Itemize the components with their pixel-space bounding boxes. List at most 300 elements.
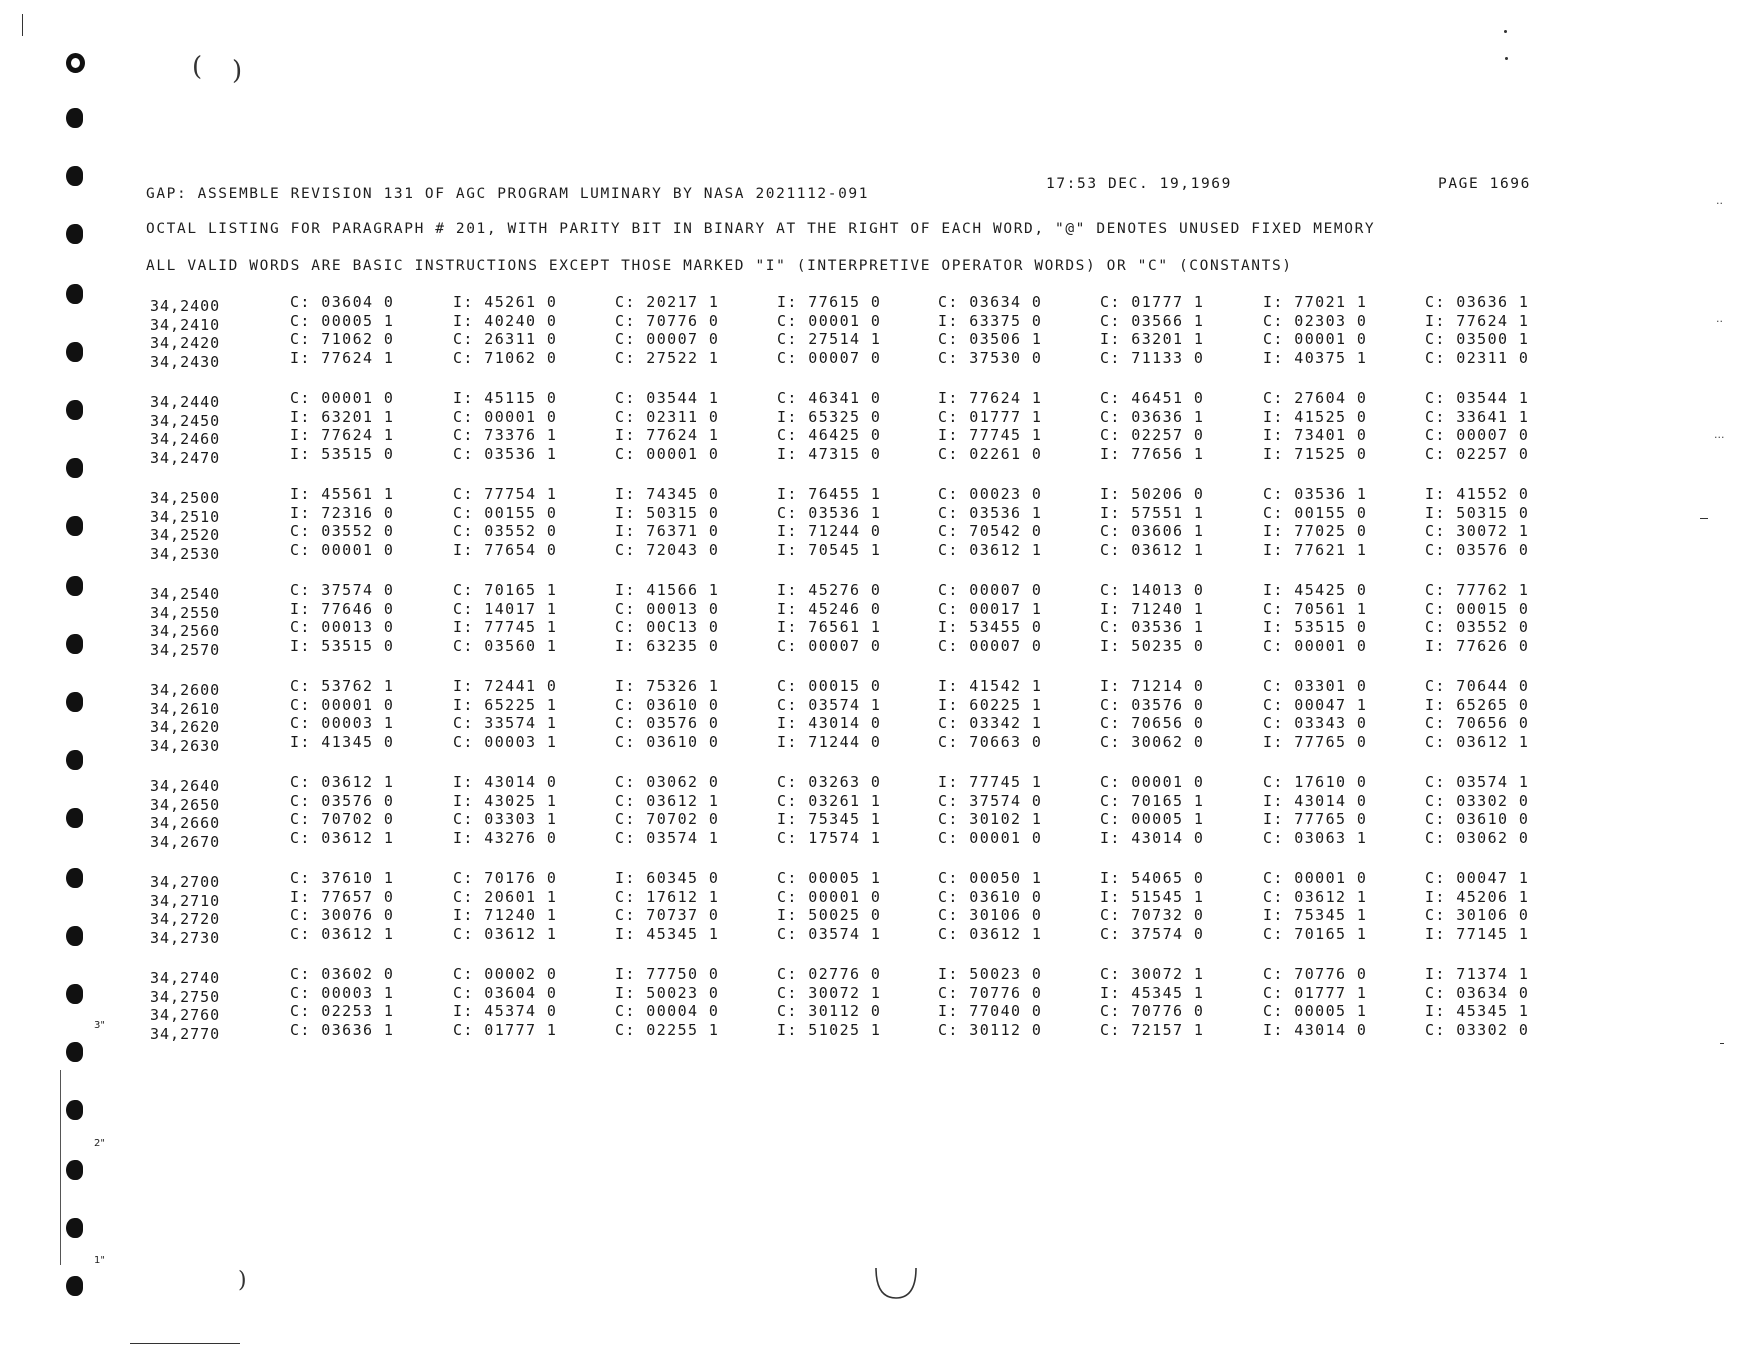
octal-word: I: 41525 0 (1263, 407, 1368, 426)
octal-word: C: 00013 0 (290, 618, 395, 636)
octal-word: C: 71062 0 (290, 330, 395, 348)
listing-block (150, 773, 1550, 869)
octal-word: I: 70545 1 (777, 540, 882, 559)
octal-word: I: 47315 0 (777, 444, 882, 463)
octal-word: C: 03612 1 (1100, 540, 1205, 559)
octal-word: I: 77624 1 (938, 389, 1043, 407)
octal-word: C: 03062 0 (615, 773, 720, 791)
listing-row (150, 773, 1550, 795)
octal-word: C: 27514 1 (777, 330, 882, 348)
listing-row (150, 732, 1550, 755)
octal-word: C: 02303 0 (1263, 311, 1368, 330)
octal-word: C: 70776 0 (1100, 1002, 1205, 1020)
octal-word: C: 03536 1 (1100, 618, 1205, 636)
octal-word: I: 76371 0 (615, 522, 720, 540)
octal-word: C: 00003 1 (290, 983, 395, 1002)
octal-word: C: 03544 1 (615, 389, 720, 407)
octal-word: I: 75345 1 (1263, 906, 1368, 924)
octal-word: C: 00C13 0 (615, 618, 720, 636)
listing-row (150, 810, 1550, 832)
octal-word: C: 03301 0 (1263, 677, 1368, 695)
octal-word: C: 00001 0 (290, 540, 395, 559)
sprocket-hole-icon (66, 692, 83, 712)
octal-word: C: 70561 1 (1263, 599, 1368, 618)
octal-word: I: 60225 1 (938, 695, 1043, 714)
sprocket-hole-icon (66, 1100, 83, 1120)
octal-word: I: 71525 0 (1263, 444, 1368, 463)
octal-word: I: 77654 0 (453, 540, 558, 559)
edge-speck: .. (1716, 194, 1723, 207)
listing-row (150, 540, 1550, 563)
octal-word: C: 46341 0 (777, 389, 882, 407)
octal-word: I: 77615 0 (777, 293, 882, 311)
octal-word: I: 72441 0 (453, 677, 558, 695)
octal-word: I: 50023 0 (938, 965, 1043, 983)
listing-block (150, 581, 1550, 677)
listing-row (150, 828, 1550, 851)
memory-address: 34,2460 (150, 430, 221, 448)
listing-row (150, 485, 1550, 507)
sprocket-hole-icon (66, 53, 85, 73)
octal-word: I: 41552 0 (1425, 485, 1530, 503)
octal-word: C: 17612 1 (615, 887, 720, 906)
octal-word: C: 00013 0 (615, 599, 720, 618)
punch-mark-bottom-left: ) (238, 1268, 247, 1293)
octal-word: C: 70776 0 (938, 983, 1043, 1002)
octal-word: I: 72316 0 (290, 503, 395, 522)
octal-word: C: 70644 0 (1425, 677, 1530, 695)
octal-word: I: 75326 1 (615, 677, 720, 695)
memory-address: 34,2540 (150, 585, 221, 603)
octal-word: C: 03602 0 (290, 965, 395, 983)
octal-word: I: 53515 0 (290, 636, 395, 655)
octal-word: C: 00047 1 (1263, 695, 1368, 714)
sprocket-hole-icon (66, 1160, 83, 1180)
octal-word: C: 00005 1 (1100, 810, 1205, 828)
octal-word: I: 77646 0 (290, 599, 395, 618)
octal-word: C: 00005 1 (777, 869, 882, 887)
octal-word: C: 00007 0 (777, 636, 882, 655)
octal-word: I: 77145 1 (1425, 924, 1530, 943)
octal-word: C: 37530 0 (938, 348, 1043, 367)
memory-address: 34,2740 (150, 969, 221, 987)
octal-word: C: 30106 0 (1425, 906, 1530, 924)
listing-row (150, 906, 1550, 928)
octal-word: C: 00007 0 (1425, 426, 1530, 444)
sprocket-hole-icon (66, 576, 83, 596)
octal-word: C: 02255 1 (615, 1020, 720, 1039)
memory-address: 34,2440 (150, 393, 221, 411)
octal-word: I: 43014 0 (1263, 791, 1368, 810)
punch-mark-right: ) (232, 56, 243, 86)
octal-word: C: 02257 0 (1425, 444, 1530, 463)
listing-row (150, 677, 1550, 699)
octal-word: I: 77021 1 (1263, 293, 1368, 311)
listing-row (150, 636, 1550, 659)
octal-word: C: 03263 0 (777, 773, 882, 791)
octal-word: C: 03576 0 (615, 714, 720, 732)
listing-row (150, 522, 1550, 544)
listing-block (150, 965, 1550, 1061)
octal-word: C: 00003 1 (453, 732, 558, 751)
octal-word: C: 70776 0 (1263, 965, 1368, 983)
octal-word: C: 14013 0 (1100, 581, 1205, 599)
octal-word: C: 14017 1 (453, 599, 558, 618)
octal-word: C: 20217 1 (615, 293, 720, 311)
octal-word: C: 30072 1 (777, 983, 882, 1002)
margin-tick-top (22, 14, 23, 36)
edge-speck (1720, 1043, 1724, 1044)
listing-row (150, 293, 1550, 315)
octal-word: I: 65325 0 (777, 407, 882, 426)
octal-word: C: 00005 1 (1263, 1002, 1368, 1020)
octal-word: C: 01777 1 (938, 407, 1043, 426)
octal-word: C: 37574 0 (1100, 924, 1205, 943)
sprocket-hole-icon (66, 926, 83, 946)
memory-address: 34,2410 (150, 315, 221, 334)
sprocket-hole-icon (66, 1218, 83, 1238)
edge-speck (1504, 30, 1507, 33)
octal-word: I: 63235 0 (615, 636, 720, 655)
sprocket-hole-icon (66, 750, 83, 770)
octal-word: C: 03566 1 (1100, 311, 1205, 330)
octal-word: I: 45261 0 (453, 293, 558, 311)
listing-row (150, 1020, 1550, 1043)
octal-word: I: 77624 1 (1425, 311, 1530, 330)
octal-word: C: 03612 1 (290, 924, 395, 943)
octal-word: I: 50023 0 (615, 983, 720, 1002)
octal-word: C: 70732 0 (1100, 906, 1205, 924)
memory-address: 34,2550 (150, 603, 221, 622)
listing-row (150, 618, 1550, 640)
octal-word: I: 41566 1 (615, 581, 720, 599)
octal-word: C: 03612 1 (290, 773, 395, 791)
octal-word: I: 45345 1 (1100, 983, 1205, 1002)
octal-word: C: 33574 1 (453, 714, 558, 732)
octal-word: C: 30112 0 (938, 1020, 1043, 1039)
listing-row (150, 714, 1550, 736)
octal-word: C: 03612 1 (1425, 732, 1530, 751)
octal-word: I: 65225 1 (453, 695, 558, 714)
octal-word: C: 00001 0 (777, 311, 882, 330)
octal-word: C: 00007 0 (615, 330, 720, 348)
octal-word: I: 54065 0 (1100, 869, 1205, 887)
octal-word: C: 03612 1 (615, 791, 720, 810)
octal-word: I: 45246 0 (777, 599, 882, 618)
octal-word: C: 03612 1 (938, 924, 1043, 943)
octal-word: C: 70165 1 (1263, 924, 1368, 943)
memory-address: 34,2510 (150, 507, 221, 526)
octal-word: C: 03636 1 (1100, 407, 1205, 426)
octal-word: C: 00001 0 (1263, 636, 1368, 655)
octal-word: C: 03536 1 (777, 503, 882, 522)
octal-word: C: 73376 1 (453, 426, 558, 444)
octal-word: C: 46425 0 (777, 426, 882, 444)
octal-word: C: 30062 0 (1100, 732, 1205, 751)
octal-word: I: 50235 0 (1100, 636, 1205, 655)
memory-address: 34,2650 (150, 795, 221, 814)
octal-word: I: 50025 0 (777, 906, 882, 924)
sprocket-hole-icon (66, 166, 83, 186)
octal-word: I: 45206 1 (1425, 887, 1530, 906)
octal-word: I: 74345 0 (615, 485, 720, 503)
octal-word: I: 77765 0 (1263, 810, 1368, 828)
octal-word: C: 70737 0 (615, 906, 720, 924)
octal-word: C: 03612 1 (1263, 887, 1368, 906)
octal-word: C: 03343 0 (1263, 714, 1368, 732)
octal-word: C: 03302 0 (1425, 1020, 1530, 1039)
octal-word: I: 77624 1 (290, 348, 395, 367)
octal-word: C: 00001 0 (1100, 773, 1205, 791)
octal-word: C: 00001 0 (938, 828, 1043, 847)
margin-inch-mark-3: 3" (94, 1020, 105, 1031)
listing-block (150, 389, 1550, 485)
octal-word: I: 43014 0 (453, 773, 558, 791)
octal-word: C: 03576 0 (1100, 695, 1205, 714)
octal-word: I: 77624 1 (615, 426, 720, 444)
sprocket-hole-icon (66, 342, 83, 362)
octal-word: C: 01777 1 (453, 1020, 558, 1039)
octal-word: C: 00003 1 (290, 714, 395, 732)
octal-word: C: 70663 0 (938, 732, 1043, 751)
listing-header-timestamp: 17:53 DEC. 19,1969 (1046, 176, 1232, 192)
octal-word: C: 03261 1 (777, 791, 882, 810)
memory-address: 34,2770 (150, 1024, 221, 1043)
octal-word: C: 70542 0 (938, 522, 1043, 540)
octal-word: C: 77762 1 (1425, 581, 1530, 599)
listing-row (150, 869, 1550, 891)
memory-address: 34,2640 (150, 777, 221, 795)
octal-word: I: 77765 0 (1263, 732, 1368, 751)
octal-word: C: 03536 1 (938, 503, 1043, 522)
octal-word: C: 03560 1 (453, 636, 558, 655)
listing-header-title: GAP: ASSEMBLE REVISION 131 OF AGC PROGRAM LUMINARY BY NASA 2021112-091 (146, 186, 870, 202)
octal-word: C: 03302 0 (1425, 791, 1530, 810)
sprocket-hole-icon (66, 1276, 83, 1296)
octal-word: C: 03506 1 (938, 330, 1043, 348)
octal-word: C: 30072 1 (1425, 522, 1530, 540)
octal-word: I: 77750 0 (615, 965, 720, 983)
octal-word: I: 71374 1 (1425, 965, 1530, 983)
octal-word: C: 03636 1 (1425, 293, 1530, 311)
memory-address: 34,2710 (150, 891, 221, 910)
listing-header-description: OCTAL LISTING FOR PARAGRAPH # 201, WITH PARITY BIT IN BINARY AT THE RIGHT OF EACH WORD, "@" DENOTES UNUSED FIXED MEMORY (146, 221, 1376, 237)
octal-word: C: 03552 0 (290, 522, 395, 540)
octal-word: C: 03604 0 (453, 983, 558, 1002)
memory-address: 34,2530 (150, 544, 221, 563)
memory-address: 34,2570 (150, 640, 221, 659)
memory-address: 34,2400 (150, 297, 221, 315)
sprocket-hole-icon (66, 224, 83, 244)
listing-row (150, 924, 1550, 947)
octal-word: C: 00001 0 (290, 389, 395, 407)
edge-speck: ... (1714, 428, 1725, 441)
listing-row (150, 791, 1550, 814)
octal-word: I: 45276 0 (777, 581, 882, 599)
margin-rule (60, 1070, 61, 1265)
sprocket-hole-icon (66, 868, 83, 888)
octal-word: I: 45345 1 (615, 924, 720, 943)
octal-word: C: 00005 1 (290, 311, 395, 330)
octal-word: C: 71133 0 (1100, 348, 1205, 367)
octal-word: I: 43014 0 (777, 714, 882, 732)
edge-speck (1700, 518, 1708, 519)
octal-word: C: 03574 1 (777, 695, 882, 714)
edge-speck (1505, 57, 1508, 60)
octal-word: I: 63201 1 (290, 407, 395, 426)
octal-word: C: 71062 0 (453, 348, 558, 367)
listing-row (150, 695, 1550, 718)
octal-word: C: 70656 0 (1425, 714, 1530, 732)
octal-word: C: 03634 0 (938, 293, 1043, 311)
sprocket-hole-icon (66, 984, 83, 1004)
memory-address: 34,2430 (150, 352, 221, 371)
octal-word: C: 26311 0 (453, 330, 558, 348)
octal-word: I: 71244 0 (777, 522, 882, 540)
octal-word: C: 00001 0 (453, 407, 558, 426)
sprocket-hole-icon (66, 1042, 83, 1062)
memory-address: 34,2730 (150, 928, 221, 947)
octal-word: C: 01777 1 (1263, 983, 1368, 1002)
octal-word: C: 30112 0 (777, 1002, 882, 1020)
octal-word: C: 03574 1 (1425, 773, 1530, 791)
octal-word: C: 72157 1 (1100, 1020, 1205, 1039)
octal-word: C: 03604 0 (290, 293, 395, 311)
octal-word: C: 17574 1 (777, 828, 882, 847)
octal-word: C: 46451 0 (1100, 389, 1205, 407)
octal-word: C: 27604 0 (1263, 389, 1368, 407)
octal-word: C: 70176 0 (453, 869, 558, 887)
octal-word: C: 37610 1 (290, 869, 395, 887)
memory-address: 34,2420 (150, 334, 221, 352)
sprocket-hole-icon (66, 284, 83, 304)
punch-hole-bottom-icon (872, 1262, 920, 1302)
octal-word: C: 30106 0 (938, 906, 1043, 924)
octal-word: I: 77745 1 (938, 773, 1043, 791)
octal-word: C: 70165 1 (1100, 791, 1205, 810)
octal-word: C: 00001 0 (1263, 869, 1368, 887)
octal-word: C: 03342 1 (938, 714, 1043, 732)
memory-address: 34,2700 (150, 873, 221, 891)
octal-word: C: 00047 1 (1425, 869, 1530, 887)
octal-word: I: 77621 1 (1263, 540, 1368, 559)
sprocket-hole-icon (66, 516, 83, 536)
octal-word: C: 70776 0 (615, 311, 720, 330)
octal-word: C: 03576 0 (290, 791, 395, 810)
octal-word: I: 43014 0 (1100, 828, 1205, 847)
octal-word: I: 76561 1 (777, 618, 882, 636)
octal-word: C: 30102 1 (938, 810, 1043, 828)
listing-header-legend: ALL VALID WORDS ARE BASIC INSTRUCTIONS EXCEPT THOSE MARKED "I" (INTERPRETIVE OPERATOR WORDS) OR "C" (CONSTANTS) (146, 258, 1293, 274)
octal-word: I: 71240 1 (453, 906, 558, 924)
octal-word: C: 03062 0 (1425, 828, 1530, 847)
octal-word: C: 03063 1 (1263, 828, 1368, 847)
octal-word: I: 60345 0 (615, 869, 720, 887)
memory-address: 34,2750 (150, 987, 221, 1006)
margin-inch-mark-2: 2" (94, 1138, 105, 1149)
octal-word: I: 77626 0 (1425, 636, 1530, 655)
octal-word: C: 70702 0 (290, 810, 395, 828)
listing-row (150, 887, 1550, 910)
punch-mark-left: ( (192, 52, 203, 82)
octal-word: I: 77025 0 (1263, 522, 1368, 540)
listing-row (150, 503, 1550, 526)
octal-word: C: 00155 0 (453, 503, 558, 522)
octal-word: I: 65265 0 (1425, 695, 1530, 714)
memory-address: 34,2670 (150, 832, 221, 851)
listing-page-number: PAGE 1696 (1438, 176, 1531, 192)
octal-word: C: 03574 1 (777, 924, 882, 943)
octal-word: C: 02257 0 (1100, 426, 1205, 444)
octal-word: C: 00001 0 (777, 887, 882, 906)
octal-word: I: 50206 0 (1100, 485, 1205, 503)
octal-word: C: 03612 1 (453, 924, 558, 943)
octal-word: C: 02311 0 (1425, 348, 1530, 367)
octal-word: C: 03634 0 (1425, 983, 1530, 1002)
octal-word: I: 45374 0 (453, 1002, 558, 1020)
octal-word: I: 43014 0 (1263, 1020, 1368, 1039)
octal-word: C: 03606 1 (1100, 522, 1205, 540)
octal-word: C: 02253 1 (290, 1002, 395, 1020)
octal-word: C: 20601 1 (453, 887, 558, 906)
octal-word: I: 71240 1 (1100, 599, 1205, 618)
listing-block (150, 869, 1550, 965)
listing-row (150, 983, 1550, 1006)
memory-address: 34,2450 (150, 411, 221, 430)
listing-row (150, 444, 1550, 467)
octal-word: I: 53515 0 (290, 444, 395, 463)
octal-word: I: 77657 0 (290, 887, 395, 906)
sprocket-hole-icon (66, 400, 83, 420)
octal-word: I: 73401 0 (1263, 426, 1368, 444)
margin-inch-mark-1: 1" (94, 1255, 105, 1266)
listing-row (150, 581, 1550, 603)
octal-word: C: 30072 1 (1100, 965, 1205, 983)
memory-address: 34,2760 (150, 1006, 221, 1024)
octal-word: C: 03536 1 (453, 444, 558, 463)
listing-row (150, 965, 1550, 987)
octal-word: C: 27522 1 (615, 348, 720, 367)
octal-word: C: 02776 0 (777, 965, 882, 983)
octal-word: I: 57551 1 (1100, 503, 1205, 522)
octal-word: C: 03544 1 (1425, 389, 1530, 407)
listing-row (150, 389, 1550, 411)
octal-word: C: 03552 0 (453, 522, 558, 540)
memory-address: 34,2470 (150, 448, 221, 467)
octal-word: I: 51025 1 (777, 1020, 882, 1039)
listing-row (150, 311, 1550, 334)
margin-underline (130, 1343, 240, 1344)
octal-word: C: 53762 1 (290, 677, 395, 695)
octal-word: C: 33641 1 (1425, 407, 1530, 426)
listing-row (150, 330, 1550, 352)
listing-row (150, 599, 1550, 622)
octal-word: C: 03536 1 (1263, 485, 1368, 503)
octal-word: I: 45115 0 (453, 389, 558, 407)
octal-word: C: 00001 0 (290, 695, 395, 714)
sprocket-hole-icon (66, 634, 83, 654)
octal-word: I: 45345 1 (1425, 1002, 1530, 1020)
octal-word: I: 43025 1 (453, 791, 558, 810)
octal-word: I: 77745 1 (938, 426, 1043, 444)
octal-word: C: 37574 0 (290, 581, 395, 599)
octal-word: C: 00002 0 (453, 965, 558, 983)
memory-address: 34,2600 (150, 681, 221, 699)
octal-word: C: 70656 0 (1100, 714, 1205, 732)
octal-word: I: 77040 0 (938, 1002, 1043, 1020)
octal-word: C: 03610 0 (1425, 810, 1530, 828)
octal-word: I: 50315 0 (1425, 503, 1530, 522)
